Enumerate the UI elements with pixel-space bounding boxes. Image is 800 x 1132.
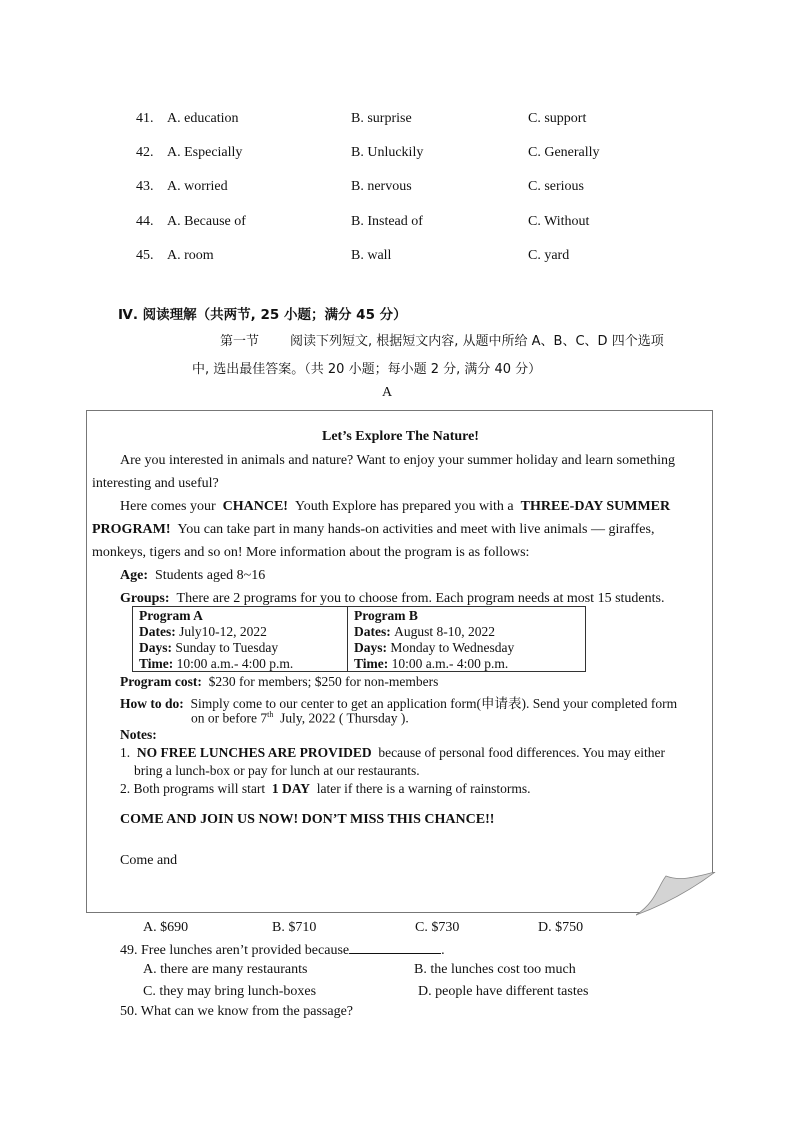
note1-bold: NO FREE LUNCHES ARE PROVIDED xyxy=(136,745,372,760)
program-notice xyxy=(86,410,713,913)
q44-option-c: C. Without xyxy=(528,214,590,229)
program-b-name: Program B xyxy=(354,608,418,623)
q42-number: 42. xyxy=(136,145,154,160)
section-heading: Ⅳ. 阅读理解（共两节, 25 小题；满分 45 分） xyxy=(118,307,407,323)
q42-option-c: C. Generally xyxy=(528,145,600,160)
note1-line1 xyxy=(120,745,665,761)
para2-activities: You can take part in many hands-on activities and meet with live animals — giraffes, xyxy=(177,522,655,537)
program-b-time-value: 10:00 a.m.- 4:00 p.m. xyxy=(391,656,509,671)
note2-bold: 1 DAY xyxy=(271,781,311,796)
program-b-days-value: Monday to Wednesday xyxy=(390,640,515,655)
note1-number: 1. xyxy=(120,745,131,760)
program-b-dates xyxy=(354,624,585,640)
cost-label: Program cost: xyxy=(120,674,202,689)
q42-option-a: A. Especially xyxy=(167,145,243,160)
age-line xyxy=(120,568,265,584)
notice-title: Let’s Explore The Nature! xyxy=(322,429,479,444)
q49-stem-end: . xyxy=(441,943,445,958)
part-label: 第一节 xyxy=(220,334,260,349)
q49-option-b: B. the lunches cost too much xyxy=(414,962,576,977)
note1-line2: bring a lunch-box or pay for lunch at our restaurants. xyxy=(134,763,420,778)
q41-number: 41. xyxy=(136,111,154,126)
program-a-dates xyxy=(139,624,347,640)
para2-chance: CHANCE! xyxy=(222,499,288,514)
instruction-line-1: 阅读下列短文, 根据短文内容, 从题中所给 A、B、C、D 四个选项 xyxy=(290,334,664,349)
groups-line xyxy=(120,591,664,607)
q48-option-c: C. $730 xyxy=(415,920,460,935)
howto-date-suffix: th xyxy=(267,710,274,719)
groups-label: Groups: xyxy=(120,591,170,606)
program-b-days-label: Days: xyxy=(354,640,387,655)
program-a-dates-value: July10-12, 2022 xyxy=(179,624,267,639)
q45-option-b: B. wall xyxy=(351,248,392,263)
howto-text: Simply come to our center to get an application form(申请表). Send your completed form xyxy=(190,696,678,711)
howto-date: on or before 7 xyxy=(191,710,268,726)
program-table xyxy=(132,606,586,672)
program-b-dates-label: Dates: xyxy=(354,624,391,639)
para2-line3: monkeys, tigers and so on! More information about the program is as follows: xyxy=(92,545,530,560)
q43-number: 43. xyxy=(136,179,154,194)
q45-option-c: C. yard xyxy=(528,248,570,263)
q43-option-b: B. nervous xyxy=(351,179,412,194)
q42-option-b: B. Unluckily xyxy=(351,145,424,160)
q45-number: 45. xyxy=(136,248,154,263)
q44-option-b: B. Instead of xyxy=(351,214,423,229)
notes-label: Notes: xyxy=(120,727,157,742)
q49-stem xyxy=(120,941,445,959)
para2-here-comes: Here comes your xyxy=(120,499,216,514)
program-a-time xyxy=(139,656,347,672)
q49-blank xyxy=(349,941,441,954)
para1-line1: Are you interested in animals and nature? Want to enjoy your summer holiday and learn something xyxy=(120,453,675,468)
age-value: Students aged 8~16 xyxy=(155,568,266,583)
program-b-dates-value: August 8-10, 2022 xyxy=(394,624,495,639)
q45-option-a: A. room xyxy=(167,248,214,263)
program-a-days xyxy=(139,640,347,656)
q43-option-a: A. worried xyxy=(167,179,228,194)
q48-option-d: D. $750 xyxy=(538,920,584,935)
program-b-days xyxy=(354,640,585,656)
program-a-days-label: Days: xyxy=(139,640,172,655)
q49-option-d: D. people have different tastes xyxy=(418,984,589,999)
q44-option-a: A. Because of xyxy=(167,214,246,229)
program-a-days-value: Sunday to Tuesday xyxy=(175,640,279,655)
q50-stem: 50. What can we know from the passage? xyxy=(120,1004,353,1019)
para2-three-day: THREE-DAY SUMMER xyxy=(520,499,671,514)
q41-option-c: C. support xyxy=(528,111,587,126)
howto-date-rest: July, 2022 ( Thursday ). xyxy=(280,710,409,726)
howto-line2 xyxy=(191,710,409,727)
howto-label: How to do: xyxy=(120,696,184,711)
para2-youth-explore: Youth Explore has prepared you with a xyxy=(294,499,514,514)
closing-text: Come and xyxy=(120,853,178,868)
para1-line2: interesting and useful? xyxy=(92,476,219,491)
program-b-cell xyxy=(348,607,585,671)
program-a-cell xyxy=(133,607,348,671)
para2-line2 xyxy=(92,522,654,538)
program-a-time-label: Time: xyxy=(139,656,174,671)
para2-program: PROGRAM! xyxy=(92,522,171,537)
howto-line1 xyxy=(120,692,677,712)
q48-option-a: A. $690 xyxy=(143,920,189,935)
cost-value: $230 for members; $250 for non-members xyxy=(208,674,439,689)
page-curl-icon xyxy=(636,872,716,916)
note1-rest: because of personal food differences. You may either xyxy=(378,745,665,760)
q49-option-a: A. there are many restaurants xyxy=(143,962,308,977)
program-a-time-value: 10:00 a.m.- 4:00 p.m. xyxy=(176,656,294,671)
program-b-time-label: Time: xyxy=(354,656,389,671)
program-b-time xyxy=(354,656,585,672)
age-label: Age: xyxy=(120,568,148,583)
q48-option-b: B. $710 xyxy=(272,920,317,935)
instruction-line-2: 中, 选出最佳答案。（共 20 小题；每小题 2 分, 满分 40 分） xyxy=(192,362,542,377)
cost-line xyxy=(120,674,438,690)
groups-value: There are 2 programs for you to choose from. Each program needs at most 15 students. xyxy=(176,591,665,606)
note2-start: 2. Both programs will start xyxy=(120,781,266,796)
note2-line xyxy=(120,781,530,797)
q41-option-a: A. education xyxy=(167,111,239,126)
program-a-name: Program A xyxy=(139,608,203,623)
q41-option-b: B. surprise xyxy=(351,111,412,126)
call-to-action: COME AND JOIN US NOW! DON’T MISS THIS CHANCE!! xyxy=(120,812,495,827)
passage-letter: A xyxy=(382,385,393,400)
program-a-dates-label: Dates: xyxy=(139,624,176,639)
q43-option-c: C. serious xyxy=(528,179,584,194)
q49-option-c: C. they may bring lunch-boxes xyxy=(143,984,317,999)
q44-number: 44. xyxy=(136,214,154,229)
para2-line1 xyxy=(120,499,670,515)
q49-stem-text: 49. Free lunches aren’t provided because xyxy=(120,943,350,958)
note2-end: later if there is a warning of rainstorms. xyxy=(316,781,531,796)
